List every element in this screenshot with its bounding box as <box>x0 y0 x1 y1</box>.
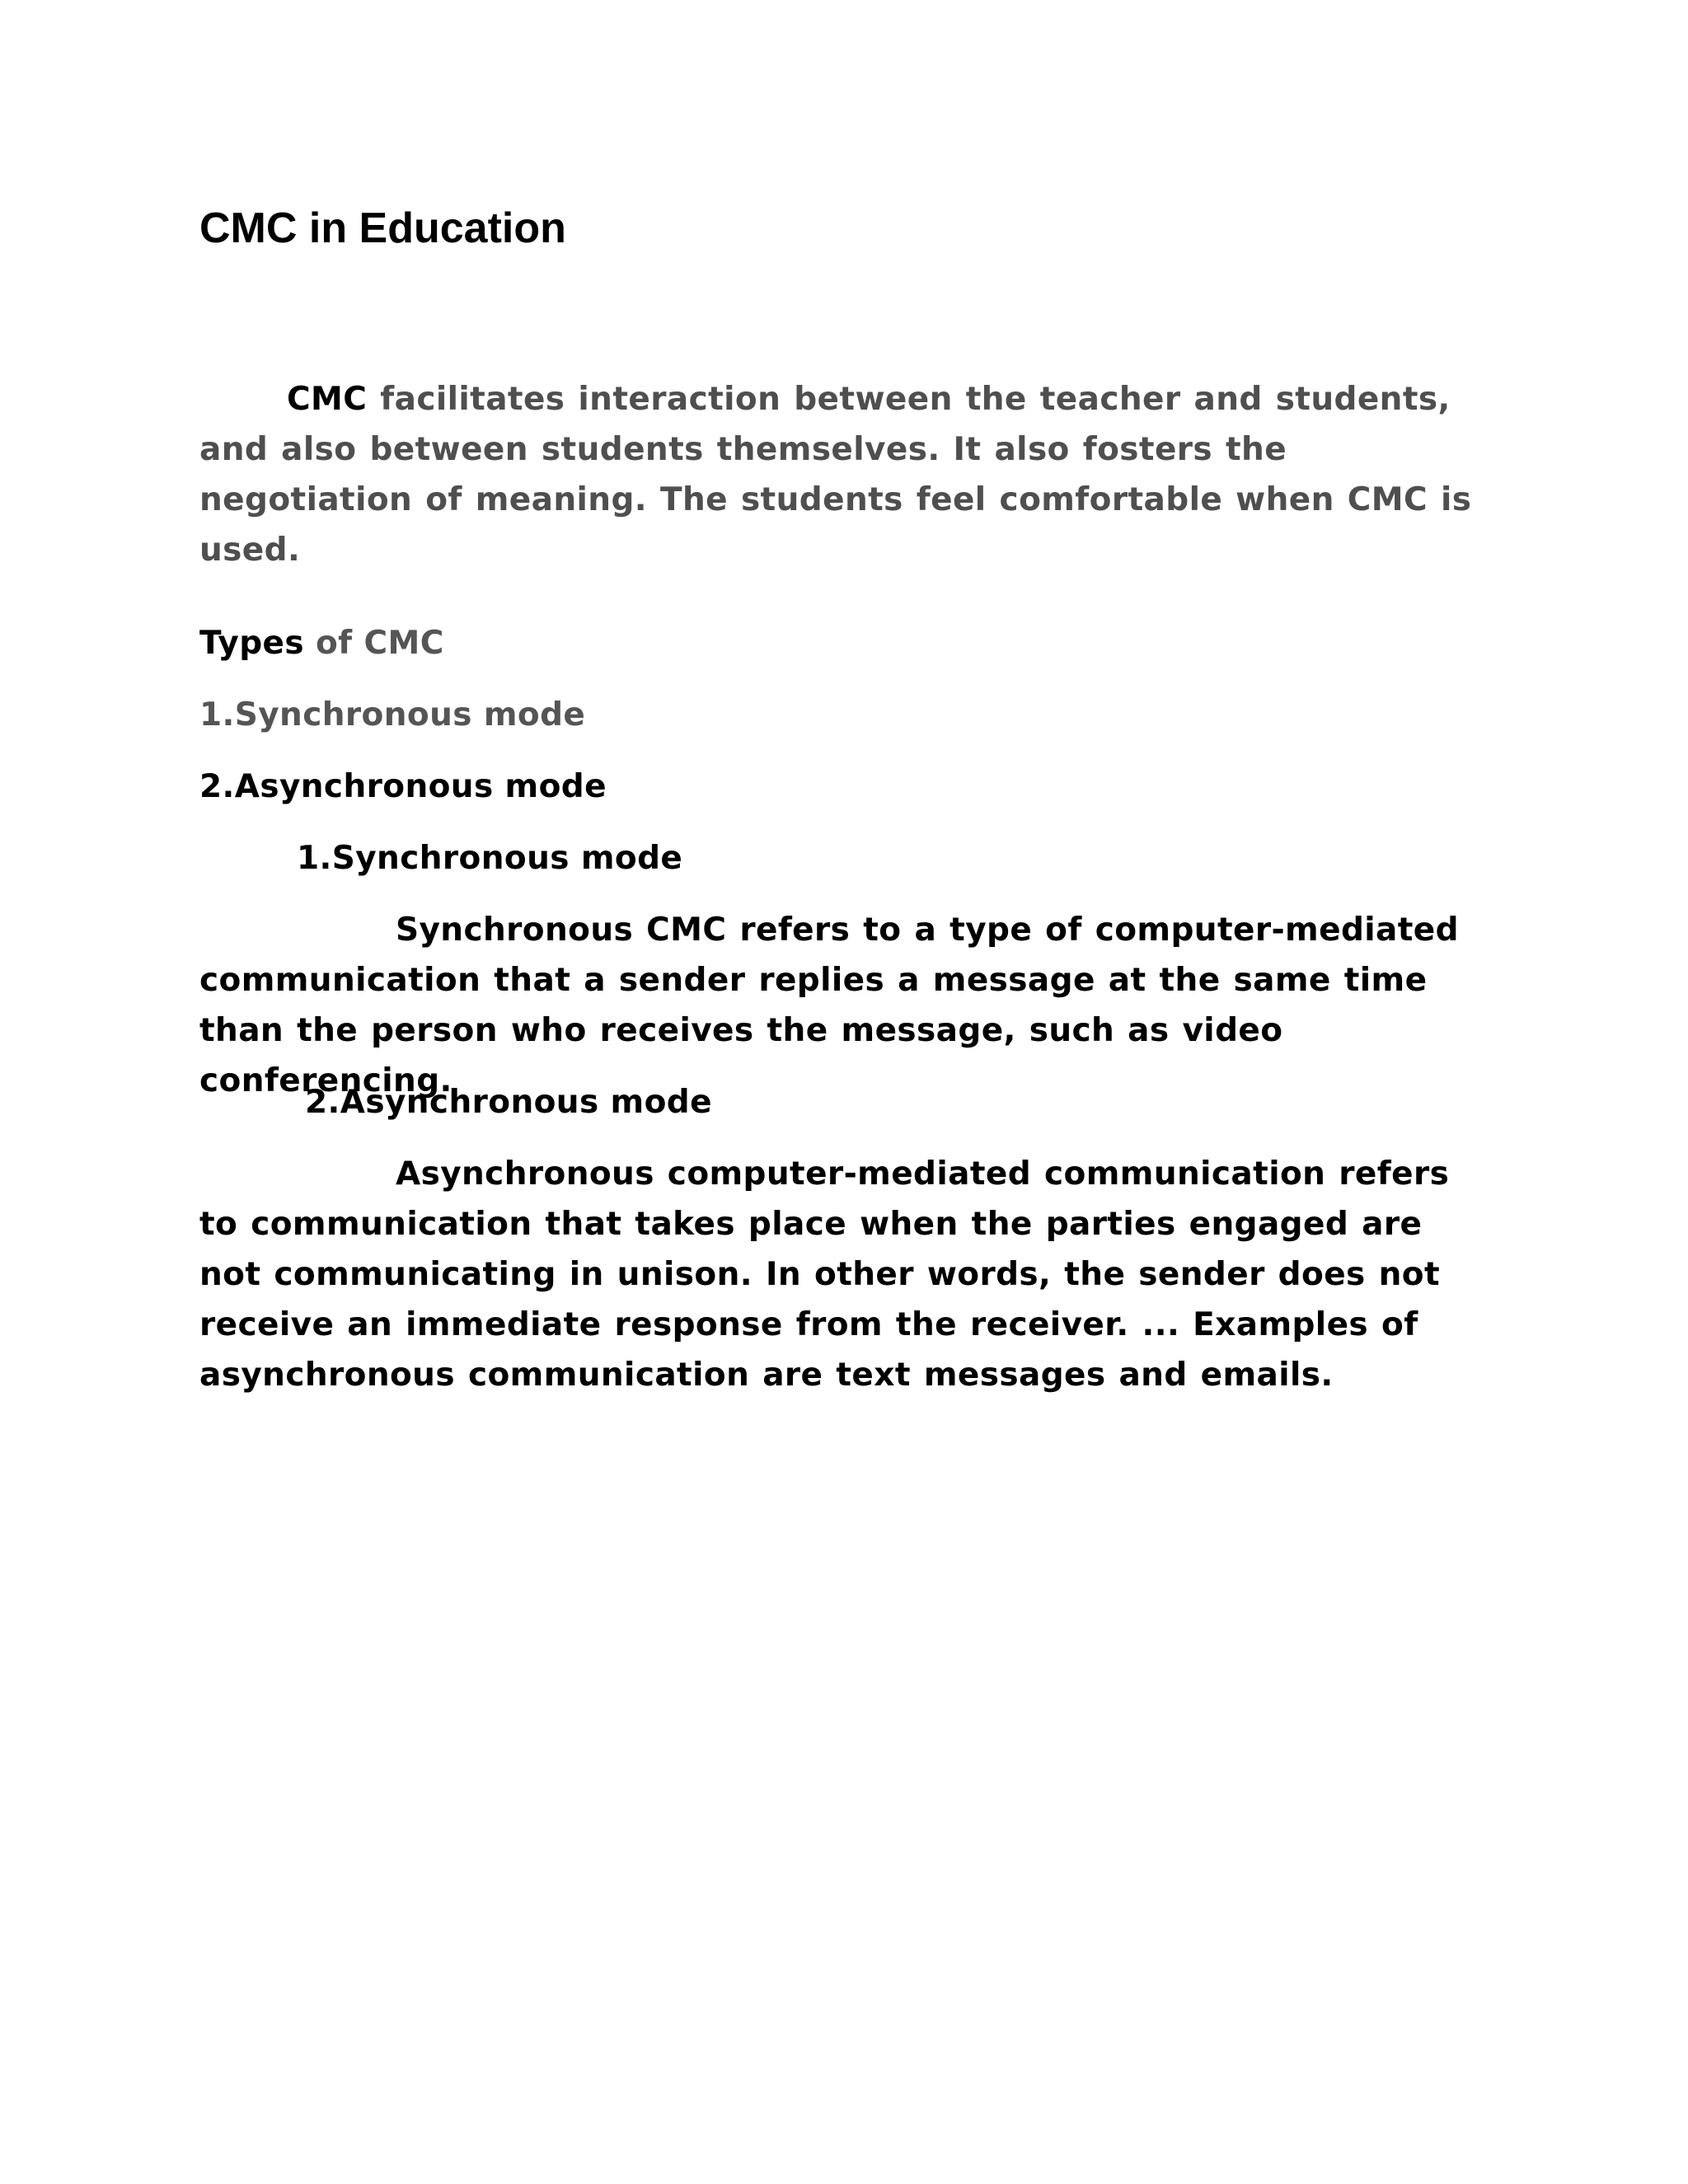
section-heading-asynchronous: 2.Asynchronous mode <box>305 1084 712 1121</box>
list-item-synchronous: 1.Synchronous mode <box>199 696 586 733</box>
document-title: CMC in Education <box>199 204 566 252</box>
list-item-asynchronous: 2.Asynchronous mode <box>199 768 607 805</box>
intro-paragraph <box>199 374 1493 575</box>
section-body-asynchronous: Asynchronous computer-mediated communication refers to communication that takes place when the parties engaged are not communicating in unison. In other words, the sender does not receive an immediate response from the receiver. ... Examples of asynchronous communication are text messages and emails. <box>199 1155 1450 1394</box>
section-body-synchronous: Synchronous CMC refers to a type of computer-mediated communication that a sender replies a message at the same time than the person who receives the message, such as video conferencing. <box>199 912 1459 1099</box>
types-heading-strong: Types <box>199 625 304 662</box>
section-heading-synchronous: 1.Synchronous mode <box>297 840 683 877</box>
types-heading <box>199 618 444 668</box>
intro-body: facilitates interaction between the teacher and students, and also between students themselves. It also fosters the negotiation of meaning. The students feel comfortable when CMC is used. <box>199 381 1472 569</box>
types-heading-rest: of CMC <box>303 625 444 662</box>
intro-lead-term: CMC <box>287 381 368 418</box>
